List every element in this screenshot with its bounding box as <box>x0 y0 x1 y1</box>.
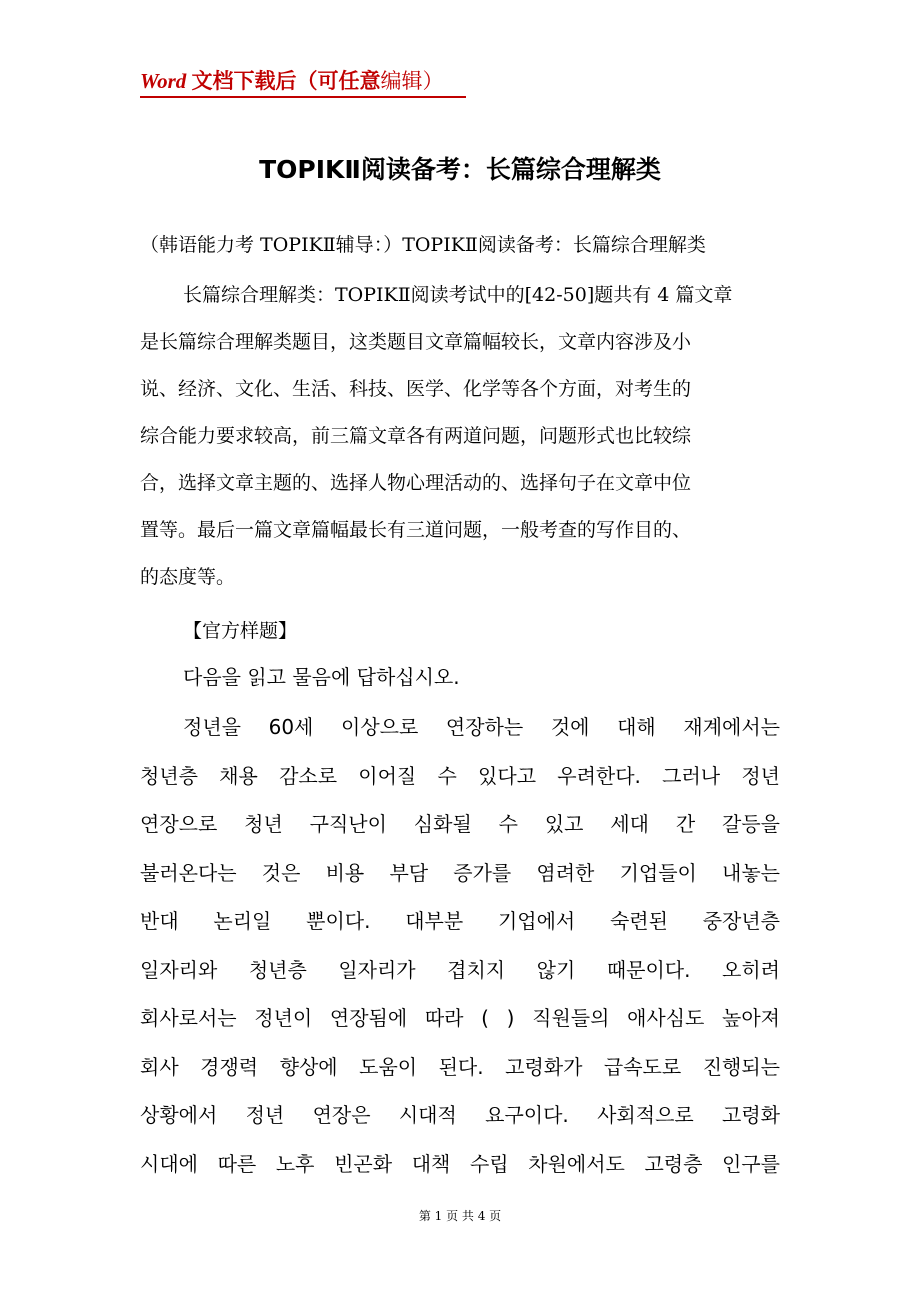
korean-passage <box>140 703 780 1188</box>
intro-line: 是长篇综合理解类题目，这类题目文章篇幅较长，文章内容涉及小 <box>140 331 692 353</box>
sample-label: 【官方样题】 <box>183 620 298 642</box>
passage-line: 연장으로 청년 구직난이 심화될 수 있고 세대 간 갈등을 <box>140 812 780 836</box>
passage-line: 회사 경쟁력 향상에 도움이 된다. 고령화가 급속도로 진행되는 <box>140 1054 780 1079</box>
intro-line: 长篇综合理解类：TOPIKⅡ阅读考试中的[42-50]题共有 4 篇文章 <box>183 284 733 306</box>
intro-paragraph <box>140 272 780 601</box>
source-line: （韩语能力考 TOPIKⅡ辅导：）TOPIKⅡ阅读备考：长篇综合理解类 <box>140 234 706 256</box>
header-link-text: 文档下载后（可任意 <box>186 69 381 93</box>
passage-line: 시대에 따른 노후 빈곤화 대책 수립 차원에서도 고령층 인구를 <box>140 1151 780 1176</box>
header-link-end: 编辑） <box>380 69 444 93</box>
passage-line: 정년을 60세 이상으로 연장하는 것에 대해 재계에서는 <box>183 715 780 739</box>
header-download-link[interactable] <box>140 66 444 96</box>
passage-line: 반대 논리일 뿐이다. 대부분 기업에서 숙련된 중장년층 <box>140 909 780 933</box>
header-link-underline <box>140 96 466 98</box>
intro-line: 置等。最后一篇文章篇幅最长有三道问题，一般考查的写作目的、 <box>140 519 692 541</box>
intro-line: 的态度等。 <box>140 566 236 588</box>
passage-line: 회사로서는 정년이 연장됨에 따라 ( ) 직원들의 애사심도 높아져 <box>140 1006 780 1030</box>
passage-line: 상황에서 정년 연장은 시대적 요구이다. 사회적으로 고령화 <box>140 1103 780 1127</box>
intro-line: 合，选择文章主题的、选择人物心理活动的、选择句子在文章中位 <box>140 472 692 494</box>
passage-line: 일자리와 청년층 일자리가 겹치지 않기 때문이다. 오히려 <box>140 957 780 982</box>
passage-line: 불러온다는 것은 비용 부담 증가를 염려한 기업들이 내놓는 <box>140 860 780 885</box>
intro-line: 说、经济、文化、生活、科技、医学、化学等各个方面，对考生的 <box>140 378 692 400</box>
page-footer: 第 1 页 共 4 页 <box>418 1209 502 1223</box>
document-title: TOPIKⅡ阅读备考：长篇综合理解类 <box>259 155 661 184</box>
intro-line: 综合能力要求较高，前三篇文章各有两道问题，问题形式也比较综 <box>140 425 692 447</box>
passage-line: 청년층 채용 감소로 이어질 수 있다고 우려한다. 그러나 정년 <box>140 763 780 788</box>
header-link-word: Word <box>140 69 187 93</box>
question-instruction: 다음을 읽고 물음에 답하십시오. <box>183 665 460 689</box>
